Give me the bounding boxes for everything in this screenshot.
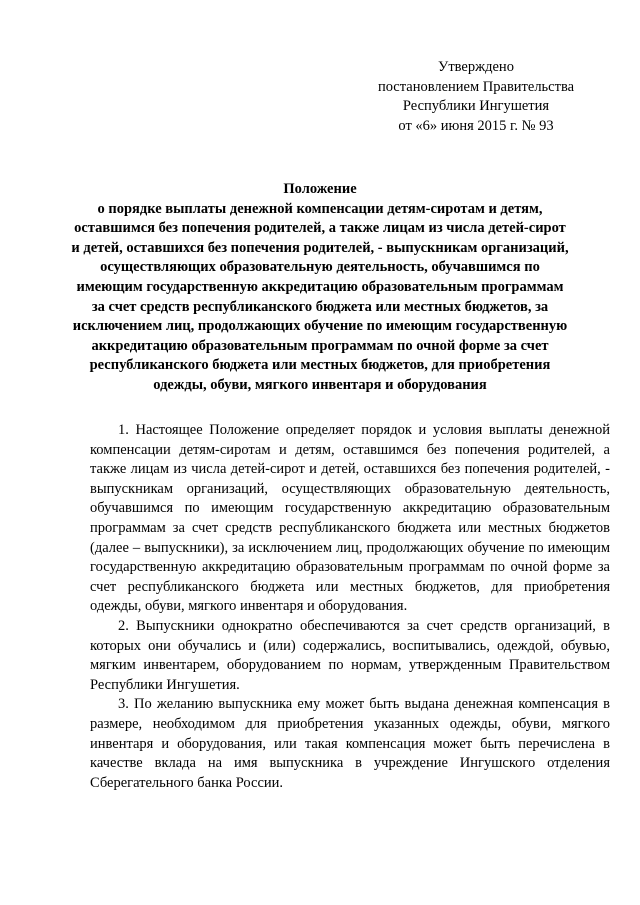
approval-line-republic: Республики Ингушетия bbox=[402, 98, 550, 114]
paragraph-3: 3. По желанию выпускника ему может быть выдана денежная компенсация в размере, необходимом для приобретения указанных одежды, обуви, мягкого инвентаря и оборудования, или такая компенсация может быть перечислена в качестве вклада на имя выпускника в учреждение Ингушского отделения Сберегательного банка России. bbox=[90, 696, 610, 791]
approval-block bbox=[360, 58, 592, 136]
title-subtitle: о порядке выплаты денежной компенсации детям-сиротам и детям, оставшимся без попечения родителей, а также лицам из числа детей-сирот и детей, оставшихся без попечения родителей, - выпускникам организаций, осуществляющих образовательную деятельность, обучавшимся по имеющим государственную аккредитацию образовательным программам за счет средств республиканского бюджета или местных бюджетов, за исключением лиц, продолжающих обучение по имеющим государственную аккредитацию образовательным программам по очной форме за счет республиканского бюджета или местных бюджетов, для приобретения одежды, обуви, мягкого инвентаря и оборудования bbox=[71, 200, 569, 393]
paragraph-2: 2. Выпускники однократно обеспечиваются за счет средств организаций, в которых они обучались и (или) содержались, воспитывались, одеждой, обувью, мягким инвентарем, оборудованием по нормам, утвержденным Правительством Республики Ингушетия. bbox=[90, 617, 610, 693]
approval-line-resolution: постановлением Правительства bbox=[377, 78, 575, 95]
approval-line-approved: Утверждено bbox=[438, 59, 514, 75]
document-title bbox=[70, 180, 570, 396]
document-body bbox=[90, 421, 610, 793]
approval-line-date-number: от «6» июня 2015 г. № 93 bbox=[398, 117, 554, 134]
paragraph-1: 1. Настоящее Положение определяет порядок и условия выплаты денежной компенсации детям-сиротам и детям, оставшимся без попечения родителей, а также лицам из числа детей-сирот и детей, оставшихся без попечения родителей, - выпускникам организаций, осуществляющих образовательную деятельность, обучавшимся по имеющим государственную аккредитацию образовательным программам за счет средств республиканского бюджета или местных бюджетов (далее – выпускники), за исключением лиц, продолжающих обучение по имеющим государственную аккредитацию образовательным программам по очной форме за счет республиканского бюджета или местных бюджетов, для приобретения одежды, обуви, мягкого инвентаря и оборудования. bbox=[90, 422, 610, 615]
title-heading: Положение bbox=[283, 181, 357, 197]
